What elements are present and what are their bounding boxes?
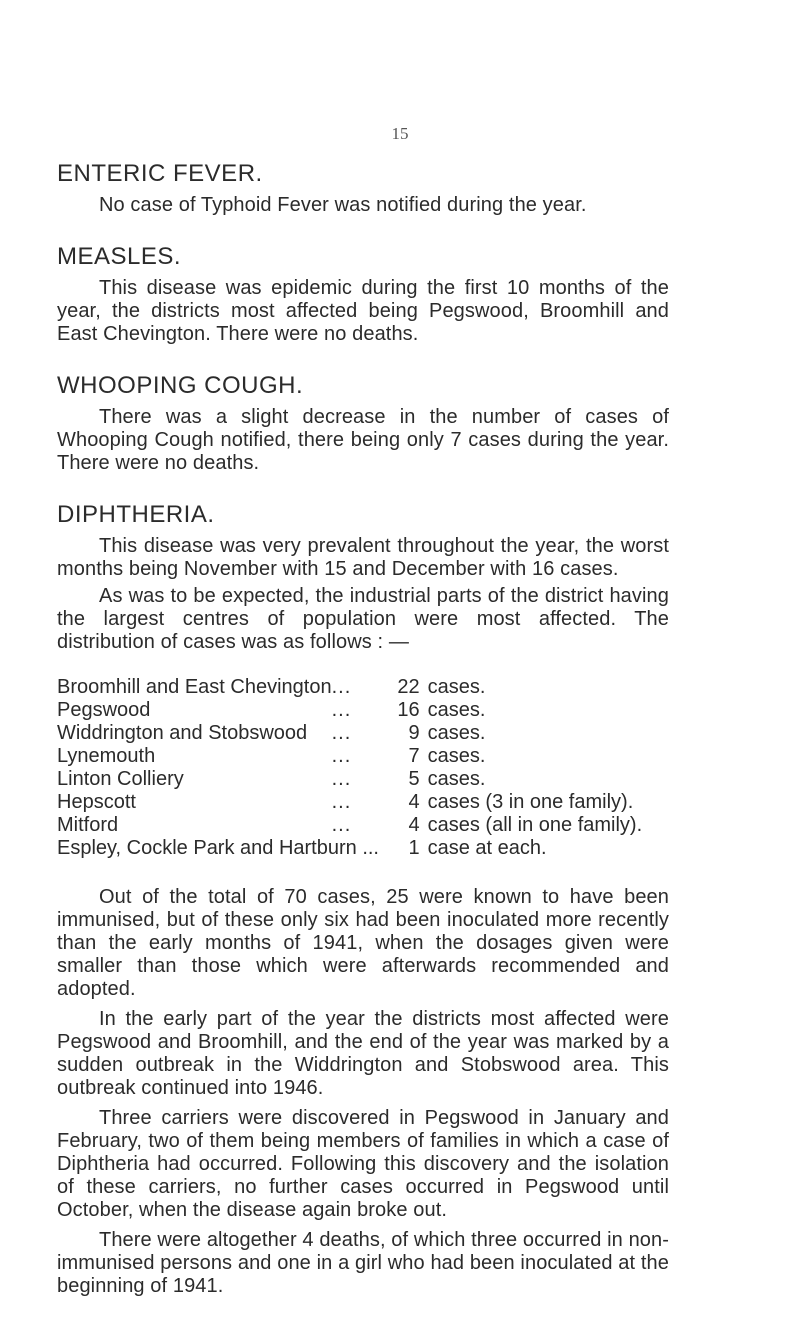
table-row bbox=[57, 768, 642, 791]
page-number: 15 bbox=[391, 124, 409, 143]
table-row bbox=[57, 745, 642, 768]
document-body bbox=[57, 160, 669, 1305]
district-name: Linton Colliery bbox=[57, 768, 184, 790]
leader-dots: ... bbox=[331, 814, 352, 836]
case-count: 4 bbox=[408, 814, 420, 836]
section-measles bbox=[57, 243, 669, 346]
distribution-table bbox=[57, 676, 642, 860]
table-row bbox=[57, 791, 642, 814]
case-count: 5 bbox=[408, 768, 420, 790]
leader-dots: ... bbox=[331, 768, 352, 790]
leader-dots: ... bbox=[331, 791, 352, 813]
leader-dots: ... bbox=[331, 722, 352, 744]
case-note: cases (3 in one family). bbox=[427, 791, 634, 813]
paragraph: Three carriers were discovered in Pegswood in January and February, two of them being members of families in which a case of Diphtheria had occurred. Following this discovery and the isolation of these carriers, no further cases occurred in Pegswood until October, when the disease again broke out. bbox=[57, 1107, 669, 1221]
case-note: cases (all in one family). bbox=[427, 814, 643, 836]
case-note: cases. bbox=[427, 745, 486, 767]
paragraph: There was a slight decrease in the number of cases of Whooping Cough notified, there being only 7 cases during the year. There were no deaths. bbox=[57, 406, 669, 474]
case-count: 1 bbox=[408, 837, 420, 859]
district-name: Widdrington and Stobswood bbox=[57, 722, 308, 744]
table-row bbox=[57, 837, 642, 860]
paragraph: This disease was epidemic during the first 10 months of the year, the districts most affected being Pegswood, Broomhill and East Chevington. There were no deaths. bbox=[57, 277, 669, 345]
section-heading: DIPHTHERIA. bbox=[57, 501, 215, 528]
case-count: 4 bbox=[408, 791, 420, 813]
district-name: Hepscott bbox=[57, 791, 136, 813]
case-count: 7 bbox=[408, 745, 420, 767]
case-note: cases. bbox=[427, 676, 486, 698]
district-name: Mitford bbox=[57, 814, 119, 836]
leader-dots: ... bbox=[331, 745, 352, 767]
diphtheria-details bbox=[57, 886, 669, 1298]
table-row bbox=[57, 699, 642, 722]
table-row bbox=[57, 814, 642, 837]
paragraph: This disease was very prevalent throughout the year, the worst months being November with 15 and December with 16 cases. bbox=[57, 535, 669, 580]
paragraph: No case of Typhoid Fever was notified during the year. bbox=[99, 194, 587, 216]
leader-dots: ... bbox=[331, 676, 352, 698]
case-count: 22 bbox=[397, 676, 420, 698]
district-name: Pegswood bbox=[57, 699, 151, 721]
section-heading: ENTERIC FEVER. bbox=[57, 160, 263, 187]
case-note: cases. bbox=[427, 768, 486, 790]
case-note: case at each. bbox=[427, 837, 547, 859]
case-count: 9 bbox=[408, 722, 420, 744]
section-whooping-cough bbox=[57, 372, 669, 475]
paragraph: There were altogether 4 deaths, of which three occurred in non-immunised persons and one in a girl who had been inoculated at the beginning of 1941. bbox=[57, 1229, 669, 1297]
paragraph: Out of the total of 70 cases, 25 were known to have been immunised, but of these only six had been inoculated more recently than the early months of 1941, when the dosages given were smaller than those which were afterwards recommended and adopted. bbox=[57, 886, 669, 1000]
paragraph: As was to be expected, the industrial parts of the district having the largest centres of population were most affected. The distribution of cases was as follows : — bbox=[57, 585, 669, 653]
table-row bbox=[57, 722, 642, 745]
leader-dots: ... bbox=[331, 699, 352, 721]
table-row bbox=[57, 676, 642, 699]
section-diphtheria bbox=[57, 501, 669, 1298]
district-name: Broomhill and East Chevington bbox=[57, 676, 332, 698]
district-name: Lynemouth bbox=[57, 745, 156, 767]
section-heading: MEASLES. bbox=[57, 243, 182, 270]
paragraph: In the early part of the year the districts most affected were Pegswood and Broomhill, and the end of the year was marked by a sudden outbreak in the Widdrington and Stobswood area. This outbreak continued into 1946. bbox=[57, 1008, 669, 1099]
case-count: 16 bbox=[397, 699, 420, 721]
district-name: Espley, Cockle Park and Hartburn ... bbox=[57, 837, 379, 859]
section-heading: WHOOPING COUGH. bbox=[57, 372, 304, 399]
section-enteric-fever bbox=[57, 160, 669, 217]
case-note: cases. bbox=[427, 699, 486, 721]
case-note: cases. bbox=[427, 722, 486, 744]
